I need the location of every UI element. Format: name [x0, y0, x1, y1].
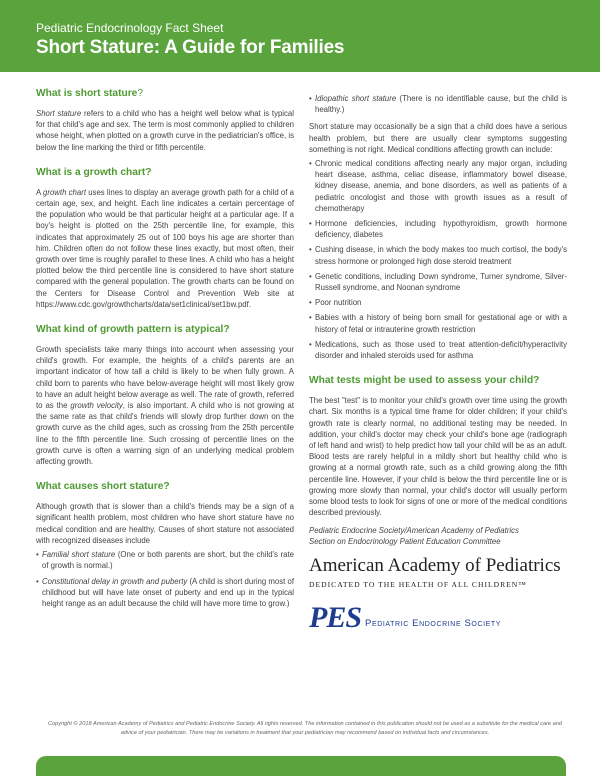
section-heading: What is short stature?	[36, 88, 143, 99]
list-item: • Medications, such as those used to treat attention-deficit/hyperactivity disorder and inhaled steroids used for asthma	[309, 339, 567, 361]
pes-logo	[309, 600, 567, 634]
section-paragraph: Growth specialists take many things into account when assessing your child's growth. For example, the heights of a child's parents are an important indicator of how tall a child is likely to be when fully grown. A child born to parents who have below-average height will most likely grow to have an adult height below average as well. The rate of growth, referred to as the growth velocity, is also important. A child who is not growing at the same rate as that child's friends will slowly drop further down on the growth curve as the child ages, such as crossing from the 25th percentile line to the fifth percentile line. Such crossing of percentile lines on the growth curve is often a warning sign of an underlying medical problem affecting growth.	[36, 345, 294, 467]
list-item: • Familial short stature (One or both parents are short, but the child's rate of growth is normal.)	[36, 549, 294, 571]
list-item: • Chronic medical conditions affecting nearly any major organ, including heart disease, asthma, celiac disease, inflammatory bowel disease, kidney disease, anemia, and bone disorders, as well as patients of a pediatric oncologist and those with growth issues as a result of chemotherapy	[309, 158, 567, 214]
section-paragraph: Short stature may occasionally be a sign that a child does have a serious health problem, but there are usually clear symptoms suggesting something is not right. Medical conditions affecting growth can include:	[309, 122, 567, 154]
section-paragraph: The best "test" is to monitor your child's growth over time using the growth chart. Six months is a typical time frame for older children; if your child's growth rate is clearly normal, no additional testing may be needed. In addition, your child's doctor may check your child's bone age (radiograph of left hand and wrist) to help predict how tall your child will be as an adult. Blood tests are rarely helpful in a mildly short but healthy child who is growing at a normal growth rate, such as a child growing along the fifth percentile line. However, if your child is below the third percentile line or is growing more slowly than normal, your child's doctor will usually perform some blood tests to look for signs of one or more of the medical conditions described previously.	[309, 396, 567, 518]
pes-logo-mark: PES	[309, 600, 362, 634]
list-item: • Idiopathic short stature (There is no identifiable cause, but the child is healthy.)	[309, 93, 567, 115]
aap-logo-name: American Academy of Pediatrics	[309, 554, 561, 576]
copyright-notice: Copyright © 2018 American Academy of Pediatrics and Pediatric Endocrine Society. All rights reserved. The information contained in this publication should not be used as a substitute for the medical care and advice of your pediatrician. There may be variations in treatment that your pediatrician may recommend based on individual facts and circumstances.	[48, 721, 562, 736]
section-paragraph: Although growth that is slower than a child's friends may be a sign of a significant health problem, most children who have short stature have no medical condition and are healthy. Causes of short stature not associated with recognized diseases include	[36, 502, 294, 545]
list-item: • Hormone deficiencies, including hypothyroidism, growth hormone deficiency, diabetes	[309, 218, 567, 240]
section-heading: What tests might be used to assess your child?	[309, 375, 540, 387]
causes-list	[36, 549, 294, 609]
section-heading: What causes short stature?	[36, 481, 170, 493]
list-item: • Babies with a history of being born small for gestational age or with a history of fetal or intrauterine growth restriction	[309, 312, 567, 334]
aap-logo	[309, 555, 567, 590]
list-item: • Genetic conditions, including Down syndrome, Turner syndrome, Silver-Russell syndrome, and Noonan syndrome	[309, 271, 567, 293]
aap-logo-tagline: DEDICATED TO THE HEALTH OF ALL CHILDREN™	[309, 579, 527, 589]
section-paragraph: A growth chart uses lines to display an average growth path for a child of a certain age, sex, and height. Each line indicates a certain percentage of the population who would be that particular height at a particular age. If a boy's height is plotted on the 25th percentile line, for example, this indicates that approximately 25 out of 100 boys his age are shorter than him. Children often do not follow these lines exactly, but most often, their growth over time is roughly parallel to these lines. A child who has a height plotted below the third percentile line is considered to have short stature compared with the general population. The growth charts can be found on the Centers for Disease Control and Prevention Web site at https://www.cdc.gov/growthcharts/data/set1clinical/set1bw.pdf.	[36, 187, 294, 309]
section-tests	[309, 375, 567, 518]
section-heading: What is a growth chart?	[36, 166, 152, 178]
section-what-is-short-stature	[36, 88, 294, 153]
list-item: • Constitutional delay in growth and puberty (A child is short during most of childhood but will have late onset of puberty and end up in the typical height range as an adult because the child will have more time to grow.)	[36, 576, 294, 610]
list-item: • Poor nutrition	[309, 297, 567, 308]
section-atypical-growth	[36, 324, 294, 467]
causes-list-continued	[309, 93, 567, 115]
pes-logo-name: Pediatric Endocrine Society	[365, 617, 502, 629]
section-heading: What kind of growth pattern is atypical?	[36, 324, 230, 336]
right-column	[309, 93, 567, 632]
committee-credit: Pediatric Endocrine Society/American Academy of Pediatrics Section on Endocrinology Patient Education Committee	[309, 525, 519, 546]
section-growth-chart	[36, 167, 294, 310]
list-item: • Cushing disease, in which the body makes too much cortisol, the body's stress hormone or prolonged high dose steroid treatment	[309, 244, 567, 266]
document-title: Short Stature: A Guide for Families	[36, 37, 345, 58]
fact-sheet-subtitle: Pediatric Endocrinology Fact Sheet	[36, 21, 224, 35]
header-banner	[0, 0, 600, 72]
section-paragraph: Short stature refers to a child who has a height well below what is typical for that child's age and sex. The term is most commonly applied to children whose height, when plotted on a growth curve in the pediatrician's office, is below the line marking the third or fifth percentile.	[36, 109, 294, 152]
section-causes	[36, 481, 294, 609]
footer-bar	[36, 756, 566, 776]
left-column	[36, 88, 294, 613]
conditions-list	[309, 158, 567, 361]
